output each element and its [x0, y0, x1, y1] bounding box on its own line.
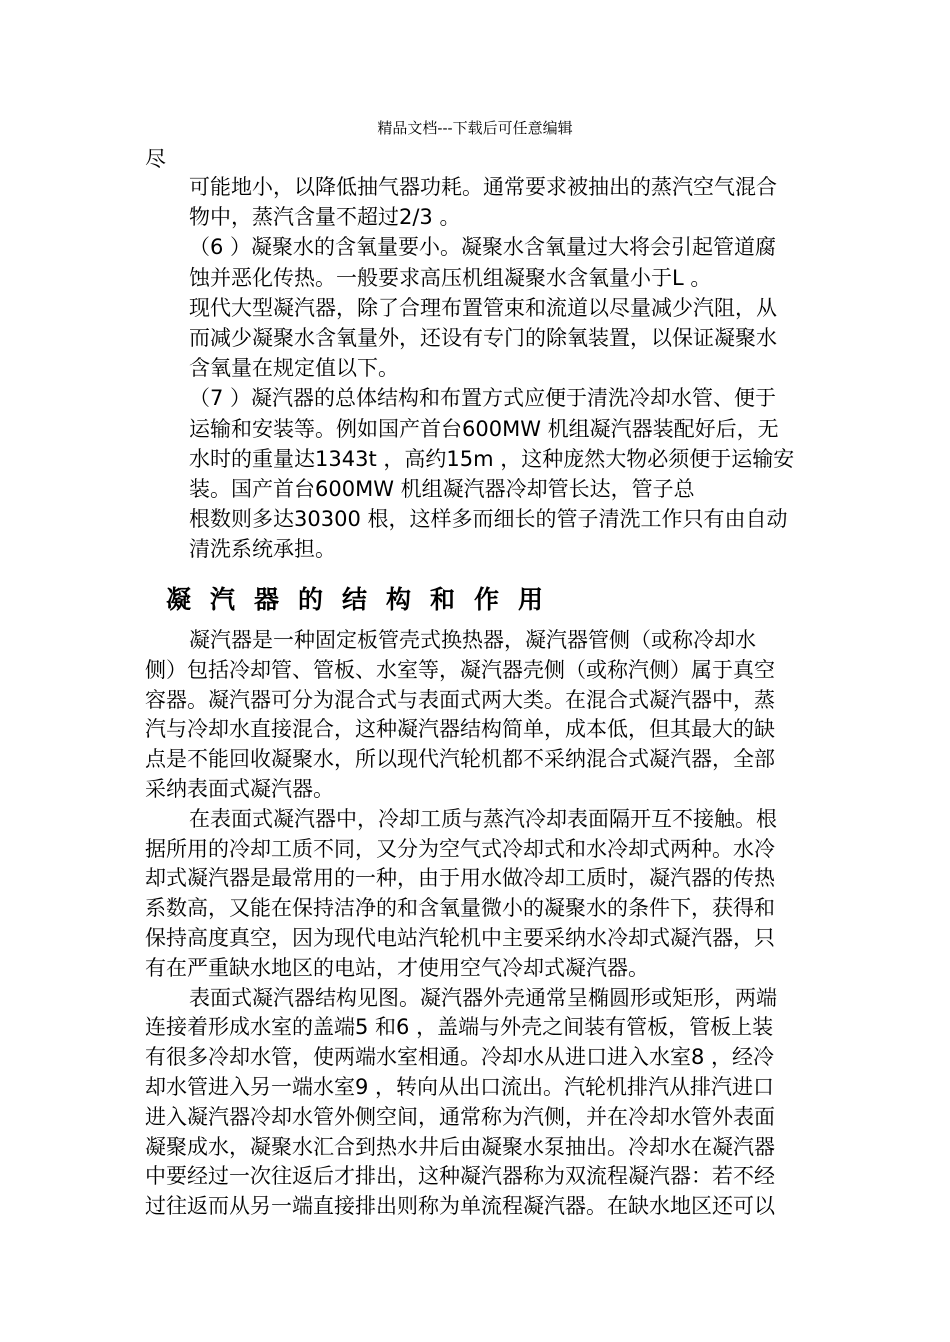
- text-line: （6 ）凝聚水的含氧量要小。凝聚水含氧量过大将会引起管道腐: [189, 235, 777, 260]
- text-line: 而减少凝聚水含氧量外，还设有专门的除氧装置，以保证凝聚水: [189, 326, 777, 351]
- text-line: 汽与冷却水直接混合，这种凝汽器结构简单，成本低，但其最大的缺: [145, 717, 775, 742]
- paragraph-first-line: 表面式凝汽器结构见图。凝汽器外壳通常呈椭圆形或矩形，两端: [189, 985, 777, 1010]
- text-line: 物中，蒸汽含量不超过2/3 。: [189, 205, 461, 230]
- text-line: 据所用的冷却工质不同，又分为空气式冷却式和水冷却式两种。水冷: [145, 836, 775, 861]
- structure-text-block: [145, 626, 825, 1222]
- requirements-text-block: [189, 172, 829, 565]
- text-line: 系数高，又能在保持洁净的和含氧量微小的凝聚水的条件下，获得和: [145, 896, 775, 921]
- text-line: 有在严重缺水地区的电站，才使用空气冷却式凝汽器。: [145, 955, 649, 980]
- text-line: 蚀并恶化传热。一般要求高压机组凝聚水含氧量小于L 。: [189, 265, 712, 290]
- text-line: 却水管进入另一端水室9 ，转向从出口流出。汽轮机排汽从排汽进口: [145, 1074, 775, 1099]
- text-line: 凝聚成水，凝聚水汇合到热水井后由凝聚水泵抽出。冷却水在凝汽器: [145, 1134, 775, 1159]
- text-line: 保持高度真空，因为现代电站汽轮机中主要采纳水冷却式凝汽器，只: [145, 925, 775, 950]
- text-line: 清洗系统承担。: [189, 537, 336, 562]
- text-line: 有很多冷却水管，使两端水室相通。冷却水从进口进入水室8 ，经冷: [145, 1045, 775, 1070]
- text-line: 连接着形成水室的盖端5 和6 ，盖端与外壳之间装有管板，管板上装: [145, 1015, 774, 1040]
- text-line: 水时的重量达1343t ，高约15m ，这种庞然大物必须便于运输安: [189, 446, 795, 471]
- continuation-char: 尽: [145, 147, 166, 171]
- text-line: 容器。凝汽器可分为混合式与表面式两大类。在混合式凝汽器中，蒸: [145, 687, 775, 712]
- text-line: 运输和安装等。例如国产首台600MW 机组凝汽器装配好后，无: [189, 416, 779, 441]
- text-line: 可能地小，以降低抽气器功耗。通常要求被抽出的蒸汽空气混合: [189, 175, 777, 199]
- paragraph-first-line: 凝汽器是一种固定板管壳式换热器，凝汽器管侧（或称冷却水: [189, 628, 756, 652]
- paragraph-first-line: 在表面式凝汽器中，冷却工质与蒸汽冷却表面隔开互不接触。根: [189, 806, 777, 831]
- page-header: 精品文档---下载后可任意编辑: [377, 119, 573, 137]
- text-line: （7 ）凝汽器的总体结构和布置方式应便于清洗冷却水管、便于: [189, 386, 777, 411]
- text-line: 过往返而从另一端直接排出则称为单流程凝汽器。在缺水地区还可以: [145, 1194, 775, 1219]
- text-line: 采纳表面式凝汽器。: [145, 776, 334, 801]
- section-heading: 凝汽器的结构和作用: [166, 585, 563, 614]
- text-line: 装。国产首台600MW 机组凝汽器冷却管长达，管子总: [189, 477, 695, 502]
- text-line: 含氧量在规定值以下。: [189, 356, 399, 381]
- text-line: 点是不能回收凝聚水，所以现代汽轮机都不采纳混合式凝汽器，全部: [145, 747, 775, 772]
- text-line: 却式凝汽器是最常用的一种，由于用水做冷却工质时，凝汽器的传热: [145, 866, 775, 891]
- text-line: 现代大型凝汽器，除了合理布置管束和流道以尽量减少汽阻，从: [189, 295, 777, 320]
- text-line: 侧）包括冷却管、管板、水室等，凝汽器壳侧（或称汽侧）属于真空: [145, 657, 775, 682]
- text-line: 根数则多达30300 根，这样多而细长的管子清洗工作只有由自动: [189, 507, 788, 532]
- text-line: 进入凝汽器冷却水管外侧空间，通常称为汽侧，并在冷却水管外表面: [145, 1104, 775, 1129]
- text-line: 中要经过一次往返后才排出，这种凝汽器称为双流程凝汽器：若不经: [145, 1164, 775, 1189]
